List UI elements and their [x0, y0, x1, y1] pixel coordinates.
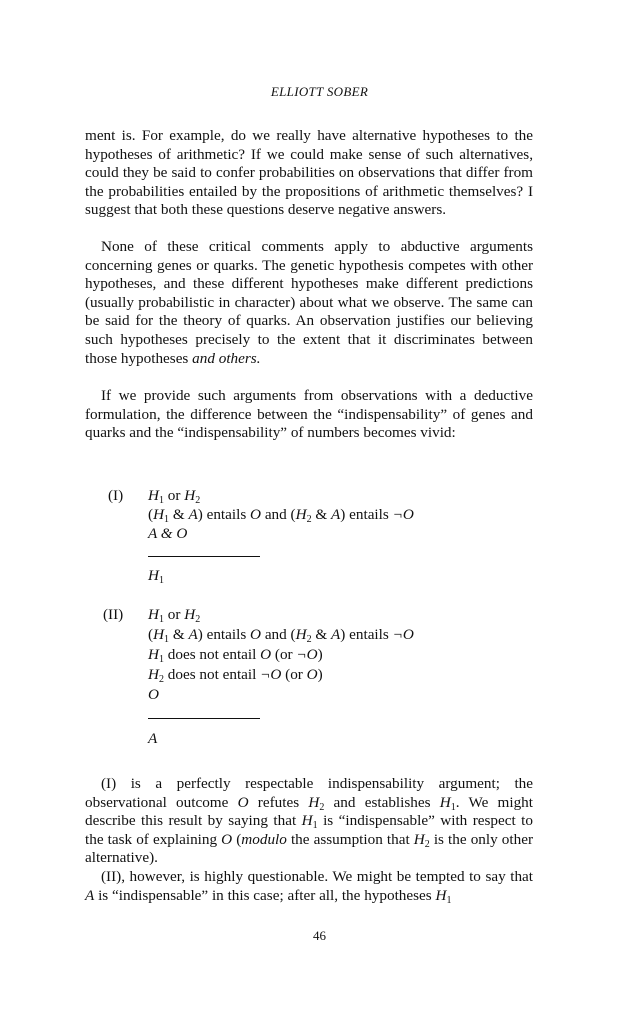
paragraph-4: (I) is a perfectly respectable indispensability argument; the observational outcome O refutes $H_2$ and establishes $H_1$. We might describe this result by saying that $H_1$ is “indispensable” with respect to the task of explaining O (modulo the assumption that $H_2$ is the only other alternative).	[85, 775, 534, 867]
argument-I-conclusion: $H_1$	[148, 567, 164, 586]
argument-I-rule	[148, 556, 260, 557]
argument-II-premise-2: ($H_1$ & A) entails O and ($H_2$ & A) entails ¬O	[148, 626, 414, 645]
argument-label-I: (I)	[108, 487, 124, 504]
page-number: 46	[313, 928, 326, 943]
paragraph-5: (II), however, is highly questionable. We might be tempted to say that A is “indispensable” in this case; after all, the hypotheses $H_1$	[85, 868, 533, 906]
argument-II-premise-4: $H_2$ does not entail ¬O (or O)	[148, 666, 323, 685]
argument-II-rule	[148, 718, 260, 719]
argument-II-conclusion: A	[148, 730, 158, 747]
paragraph-3: If we provide such arguments from observations with a deductive formulation, the difference between the “indispensability” of genes and quarks and the “indispensability” of numbers becomes vivid:	[85, 387, 533, 442]
paragraph-1: ment is. For example, do we really have alternative hypotheses to the hypotheses of arithmetic? If we could make sense of such alternatives, could they be said to confer probabilities on observations that differ from the probabilities entailed by the propositions of arithmetic themselves? I suggest that both these questions deserve negative answers.	[85, 127, 533, 219]
argument-II-premise-5: O	[148, 686, 159, 703]
argument-II-premise-1: $H_1$ or $H_2$	[148, 606, 201, 625]
running-head: ELLIOTT SOBER	[270, 84, 369, 99]
argument-I-premise-3: A & O	[148, 525, 188, 542]
argument-II-premise-3: $H_1$ does not entail O (or ¬O)	[148, 646, 323, 665]
argument-I-premise-2: ($H_1$ & A) entails O and ($H_2$ & A) entails ¬O	[148, 506, 414, 525]
argument-label-II: (II)	[103, 606, 124, 623]
paragraph-2-text: None of these critical comments apply to abductive arguments concerning genes or quarks. The genetic hypothesis competes with other hypotheses, and these different hypotheses make different predictions (usually probabilistic in character) about what we observe. The same can be said for the theory of quarks. An observation justifies our believing such hypotheses precisely to the extent that it discriminates between those hypotheses	[85, 238, 533, 367]
paragraph-2-emphasis: and others.	[192, 349, 261, 367]
paragraph-2	[85, 238, 533, 368]
argument-I-premise-1: $H_1$ or $H_2$	[148, 487, 201, 506]
